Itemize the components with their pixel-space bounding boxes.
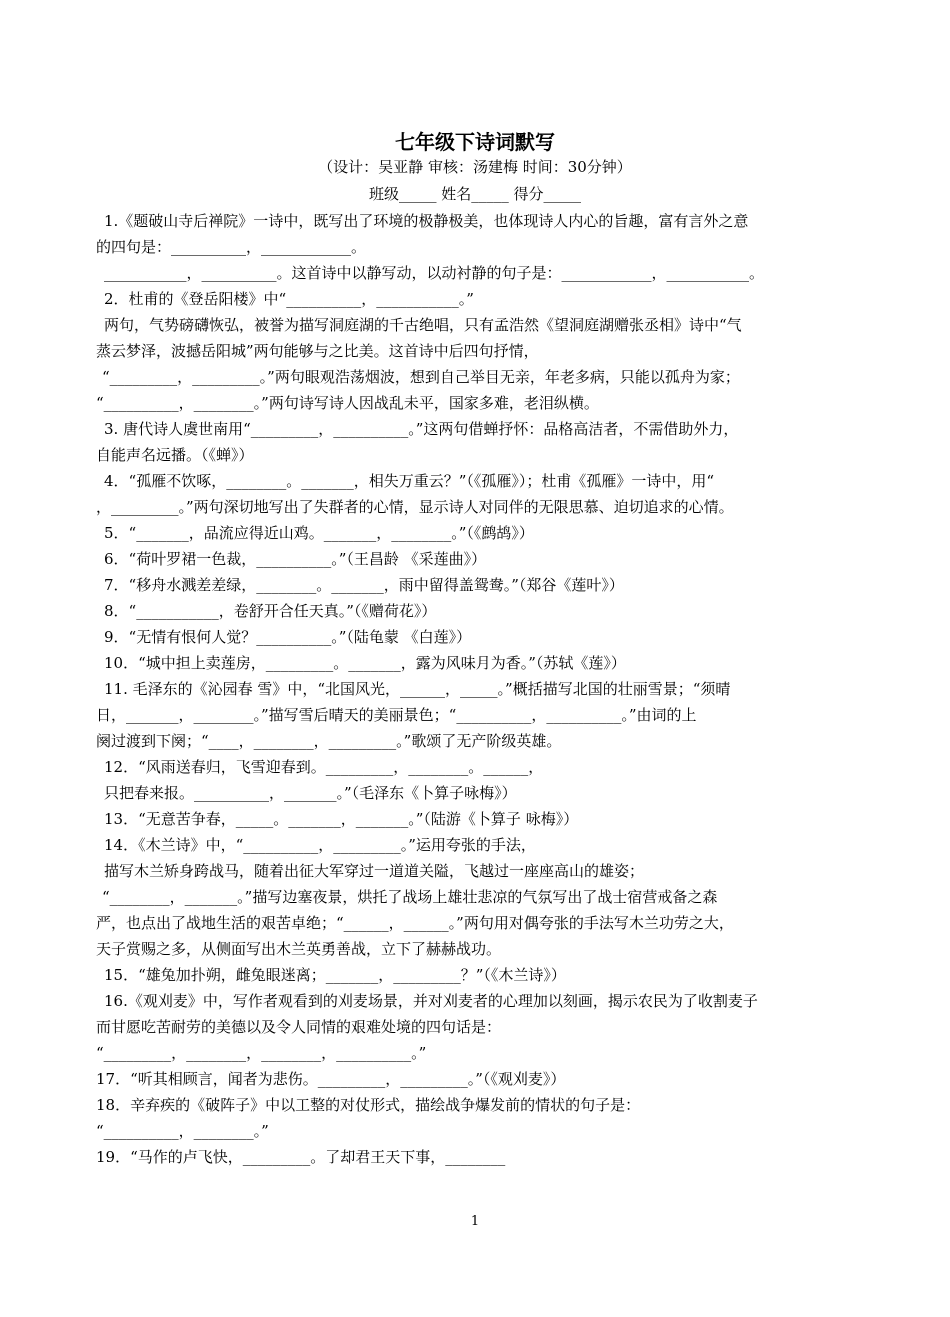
text-line: 9．“无情有恨何人觉？__________。”（陆龟蒙 《白莲》） — [104, 628, 472, 646]
text-line: 7．“移舟水溅差差绿，________。_______，雨中留得盖鸳鸯。”（郑谷《莲叶》） — [104, 576, 624, 594]
text-line: 日，_______，________。”描写雪后晴天的美丽景色；“__________，__________。”由词的上 — [96, 706, 697, 724]
text-line: “_________，________，________，__________。” — [96, 1044, 427, 1062]
text-line: 4．“孤雁不饮啄，________。_______，相失万重云？”（《孤雁》）；杜甫《孤雁》一诗中，用“ — [104, 472, 715, 490]
page-title: 七年级下诗词默写 — [395, 130, 555, 154]
text-line: 自能声名远播。（《蝉》） — [96, 446, 254, 464]
text-line: 16.《观刈麦》中，写作者观看到的刈麦场景，并对刈麦者的心理加以刻画，揭示农民为了收割麦子 — [104, 992, 758, 1010]
text-line: 阕过渡到下阕；“____，________，_________。”歌颂了无产阶级英雄。 — [96, 732, 562, 750]
text-line: 13．“无意苦争春，_____。_______，_______。”（陆游《卜算子 咏梅》） — [104, 810, 579, 828]
text-line: 两句，气势磅礴恢弘，被誉为描写洞庭湖的千古绝唱，只有孟浩然《望洞庭湖赠张丞相》诗中“气 — [104, 316, 742, 334]
text-line: ，_________。”两句深切地写出了失群者的心情，显示诗人对同伴的无限思慕、迫切追求的心情。 — [96, 498, 734, 516]
text-line: 描写木兰矫身跨战马，随着出征大军穿过一道道关隘，飞越过一座座高山的雄姿； — [104, 862, 645, 880]
text-line: 天子赏赐之多，从侧面写出木兰英勇善战，立下了赫赫战功。 — [96, 940, 502, 958]
text-line: 15．“雄兔加扑朔，雌兔眼迷离；_______，_________？”（《木兰诗》） — [104, 966, 566, 984]
text-line: 6．“荷叶罗裙一色裁，__________。”（王昌龄 《采莲曲》） — [104, 550, 487, 568]
text-line: 11. 毛泽东的《沁园春 雪》中，“北国风光，______，_____。”概括描写北国的壮丽雪景；“须晴 — [104, 680, 731, 698]
text-line: 的四句是：__________，____________。 — [96, 238, 367, 256]
text-line: 10．“城中担上卖莲房，_________。_______，露为风味月为香。”（苏轼《莲》） — [104, 654, 626, 672]
question-body — [96, 208, 868, 1170]
text-line: 而甘愿吃苦耐劳的美德以及令人同情的艰难处境的四句话是： — [96, 1018, 502, 1036]
text-line: “_________，_________。”两句眼观浩荡烟波，想到自己举目无亲，年老多病，只能以孤舟为家； — [102, 368, 740, 386]
page-subtitle: （设计：吴亚静 审核：汤建梅 时间：30分钟） — [318, 158, 632, 176]
text-line: 12．“风雨送春归，飞雪迎春到。_________，________。______， — [104, 758, 544, 776]
text-line: 17．“听其相顾言，闻者为悲伤。_________，_________。”（《观刈麦》） — [96, 1070, 566, 1088]
text-line: 5．“_______，品流应得近山鸡。_______，________。”（《鹧鸪》） — [104, 524, 534, 542]
text-line: ___________，__________。这首诗中以静写动，以动衬静的句子是：____________，___________。 — [104, 264, 765, 282]
text-line: “__________，________。”两句诗写诗人因战乱未平，国家多难，老泪纵横。 — [96, 394, 599, 412]
text-line: 1.《题破山寺后禅院》一诗中，既写出了环境的极静极美，也体现诗人内心的旨趣，富有言外之意 — [104, 212, 749, 230]
text-line: 18．辛弃疾的《破阵子》中以工整的对仗形式，描绘战争爆发前的情状的句子是： — [96, 1096, 641, 1114]
text-line: 8．“___________，卷舒开合任天真。”（《赠荷花》） — [104, 602, 437, 620]
text-line: 3. 唐代诗人虞世南用“_________，__________。”这两句借蝉抒怀：品格高洁者，不需借助外力， — [104, 420, 739, 438]
text-line: 19．“马作的卢飞快，_________。了却君王天下事，________ — [96, 1148, 506, 1166]
text-line: “________，_______。”描写边塞夜景，烘托了战场上雄壮悲凉的气氛写出了战士宿营戒备之森 — [102, 888, 718, 906]
text-line: 蒸云梦泽，波撼岳阳城”两句能够与之比美。这首诗中后四句抒情， — [96, 342, 539, 360]
text-line: “__________，________。” — [96, 1122, 269, 1140]
text-line: 14．《木兰诗》中，“__________，_________。”运用夸张的手法， — [104, 836, 536, 854]
student-info-line: 班级_____ 姓名_____ 得分_____ — [368, 185, 582, 203]
page-number: 1 — [470, 1214, 480, 1229]
text-line: 只把春来报。__________，_______。”（毛泽东《卜算子咏梅》） — [104, 784, 517, 802]
text-line: 2．杜甫的《登岳阳楼》中“__________，___________。” — [104, 290, 474, 308]
text-line: 严，也点出了战地生活的艰苦卓绝；“______，______。”两句用对偶夸张的手法写木兰功劳之大， — [96, 914, 734, 932]
